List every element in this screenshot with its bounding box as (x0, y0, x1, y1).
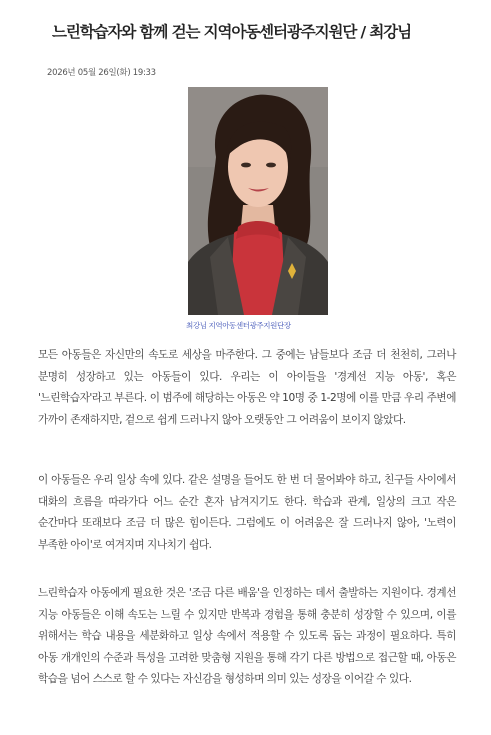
article-paragraph-2: 이 아동들은 우리 일상 속에 있다. 같은 설명을 들어도 한 번 더 물어봐야 하고, 친구들 사이에서 대화의 흐름을 따라가다 어느 순간 혼자 남겨지기도 한다. 학습과 관계, 일상의 크고 작은 순간마다 또래보다 조금 더 많은 힘이든다. 그럼에도 이 어려움은 잘 드러나지 않아, '노력이 부족한 아이'로 여겨지며 지나치기 쉽다. (38, 474, 456, 551)
article-title: 느린학습자와 함께 걷는 지역아동센터광주지원단 / 최강님 (52, 23, 411, 41)
photo-caption: 최강님 지역아동센터광주지원단장 (186, 321, 291, 330)
article-paragraph-3: 느린학습자 아동에게 필요한 것은 '조금 다른 배움'을 인정하는 데서 출발하는 지원이다. 경계선 지능 아동들은 이해 속도는 느릴 수 있지만 반복과 경험을 통해 충분히 성장할 수 있으며, 이를 위해서는 학습 내용을 세분화하고 일상 속에서 적용할 수 있도록 돕는 과정이 필요하다. 특히 아동 개개인의 수준과 특성을 고려한 맞춤형 지원을 통해 각기 다른 방법으로 접근할 때, 아동은 학습을 넘어 스스로 할 수 있다는 자신감을 형성하며 의미 있는 성장을 이어갈 수 있다. (38, 587, 456, 686)
article-paragraph-1: 모든 아동들은 자신만의 속도로 세상을 마주한다. 그 중에는 남들보다 조금 더 천천히, 그러나 분명히 성장하고 있는 아동들이 있다. 우리는 이 아이들을 '경계선 지능 아동', 혹은 '느린학습자'라고 부른다. 이 범주에 해당하는 아동은 약 10명 중 1-2명에 이를 만큼 우리 주변에 가까이 존재하지만, 겉으로 쉽게 드러나지 않아 오랫동안 그 어려움이 보이지 않았다. (38, 349, 456, 426)
article-date: 2026년 05월 26일(화) 19:33 (47, 68, 156, 78)
author-portrait-photo (188, 87, 328, 315)
portrait-illustration (188, 87, 328, 315)
